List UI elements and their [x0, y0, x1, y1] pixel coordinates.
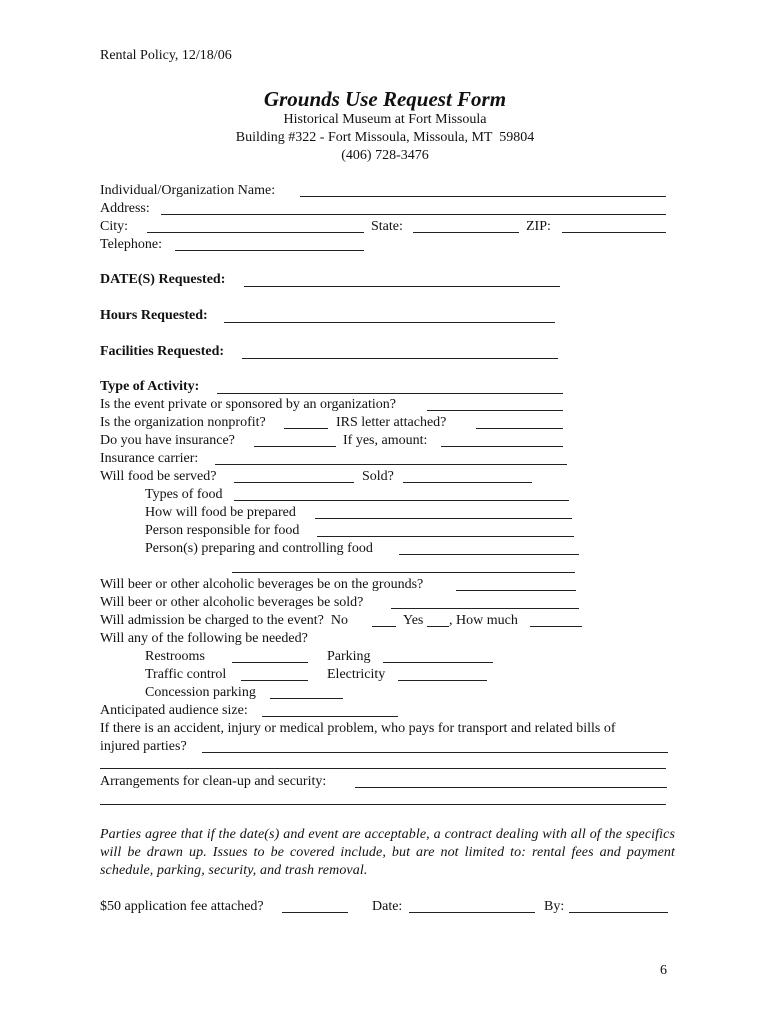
sold-label: Sold?	[362, 469, 394, 484]
hours-field[interactable]	[224, 322, 555, 323]
electricity-field[interactable]	[398, 680, 487, 681]
org-name: Historical Museum at Fort Missoula	[283, 112, 487, 127]
by-field[interactable]	[569, 912, 668, 913]
concession-field[interactable]	[270, 698, 343, 699]
audience-field[interactable]	[262, 716, 398, 717]
hours-label: Hours Requested:	[100, 308, 208, 323]
telephone-label: Telephone:	[100, 237, 162, 252]
types-food-field[interactable]	[234, 500, 569, 501]
state-field[interactable]	[413, 232, 519, 233]
sold-field[interactable]	[403, 482, 532, 483]
org-address: Building #322 - Fort Missoula, Missoula, MT 59804	[235, 130, 535, 145]
cleanup-field[interactable]	[355, 787, 667, 788]
types-food-label: Types of food	[145, 487, 223, 502]
date-label: Date:	[372, 899, 403, 914]
facilities-field[interactable]	[242, 358, 558, 359]
how-much-field[interactable]	[530, 626, 582, 627]
address-label: Address:	[100, 201, 150, 216]
org-phone: (406) 728-3476	[341, 148, 429, 163]
parking-label: Parking	[327, 649, 371, 664]
date-field[interactable]	[409, 912, 535, 913]
form-title: Grounds Use Request Form	[263, 87, 507, 111]
activity-label: Type of Activity:	[100, 379, 200, 394]
persons-preparing-field-2[interactable]	[232, 572, 575, 573]
facilities-label: Facilities Requested:	[100, 344, 225, 359]
by-label: By:	[544, 899, 565, 914]
admission-yes-label: Yes	[403, 613, 424, 628]
how-prepared-field[interactable]	[315, 518, 572, 519]
food-label: Will food be served?	[100, 469, 217, 484]
telephone-field[interactable]	[175, 250, 364, 251]
nonprofit-label: Is the organization nonprofit?	[100, 415, 266, 430]
fee-field[interactable]	[282, 912, 348, 913]
name-label: Individual/Organization Name:	[100, 183, 276, 198]
beer-grounds-label: Will beer or other alcoholic beverages be on the grounds?	[100, 577, 424, 592]
beer-sold-label: Will beer or other alcoholic beverages be sold?	[100, 595, 364, 610]
beer-grounds-field[interactable]	[456, 590, 576, 591]
amount-label: If yes, amount:	[343, 433, 428, 448]
admission-yes-field[interactable]	[427, 626, 449, 627]
accident-field-2[interactable]	[100, 768, 666, 769]
cleanup-field-2[interactable]	[100, 804, 666, 805]
cleanup-label: Arrangements for clean-up and security:	[100, 774, 327, 789]
city-field[interactable]	[147, 232, 364, 233]
dates-field[interactable]	[244, 286, 560, 287]
parking-field[interactable]	[383, 662, 493, 663]
admission-no-field[interactable]	[372, 626, 396, 627]
private-label: Is the event private or sponsored by an organization?	[100, 397, 396, 412]
how-prepared-label: How will food be prepared	[145, 505, 296, 520]
insurance-field[interactable]	[254, 446, 336, 447]
persons-preparing-label: Person(s) preparing and controlling food	[145, 541, 373, 556]
persons-preparing-field[interactable]	[399, 554, 579, 555]
carrier-label: Insurance carrier:	[100, 451, 199, 466]
accident-label-2: injured parties?	[100, 739, 187, 754]
traffic-label: Traffic control	[145, 667, 227, 682]
zip-label: ZIP:	[526, 219, 551, 234]
private-field[interactable]	[427, 410, 563, 411]
name-field[interactable]	[300, 196, 666, 197]
restrooms-field[interactable]	[232, 662, 308, 663]
irs-field[interactable]	[476, 428, 563, 429]
restrooms-label: Restrooms	[145, 649, 205, 664]
audience-label: Anticipated audience size:	[100, 703, 248, 718]
insurance-label: Do you have insurance?	[100, 433, 235, 448]
page-number: 6	[660, 963, 667, 978]
beer-sold-field[interactable]	[391, 608, 579, 609]
activity-field[interactable]	[217, 393, 563, 394]
accident-label-1: If there is an accident, injury or medical problem, who pays for transport and related bills of	[100, 721, 616, 736]
person-food-label: Person responsible for food	[145, 523, 300, 538]
needed-label: Will any of the following be needed?	[100, 631, 308, 646]
city-label: City:	[100, 219, 129, 234]
concession-label: Concession parking	[145, 685, 256, 700]
agreement-text: Parties agree that if the date(s) and event are acceptable, a contract dealing with all of the specifics will be drawn up. Issues to be covered include, but are not limited to: rental fees and payment schedule, parking, security, and trash removal.	[100, 827, 675, 878]
person-food-field[interactable]	[317, 536, 574, 537]
how-much-label: , How much	[449, 613, 518, 628]
fee-label: $50 application fee attached?	[100, 899, 264, 914]
admission-label: Will admission be charged to the event? No	[100, 613, 349, 628]
irs-label: IRS letter attached?	[336, 415, 447, 430]
food-field[interactable]	[234, 482, 354, 483]
nonprofit-field[interactable]	[284, 428, 328, 429]
carrier-field[interactable]	[215, 464, 567, 465]
address-field[interactable]	[161, 214, 666, 215]
zip-field[interactable]	[562, 232, 666, 233]
electricity-label: Electricity	[327, 667, 386, 682]
state-label: State:	[371, 219, 403, 234]
rental-policy-header: Rental Policy, 12/18/06	[100, 48, 232, 63]
traffic-field[interactable]	[241, 680, 308, 681]
amount-field[interactable]	[441, 446, 563, 447]
accident-field[interactable]	[202, 752, 668, 753]
dates-label: DATE(S) Requested:	[100, 272, 226, 287]
